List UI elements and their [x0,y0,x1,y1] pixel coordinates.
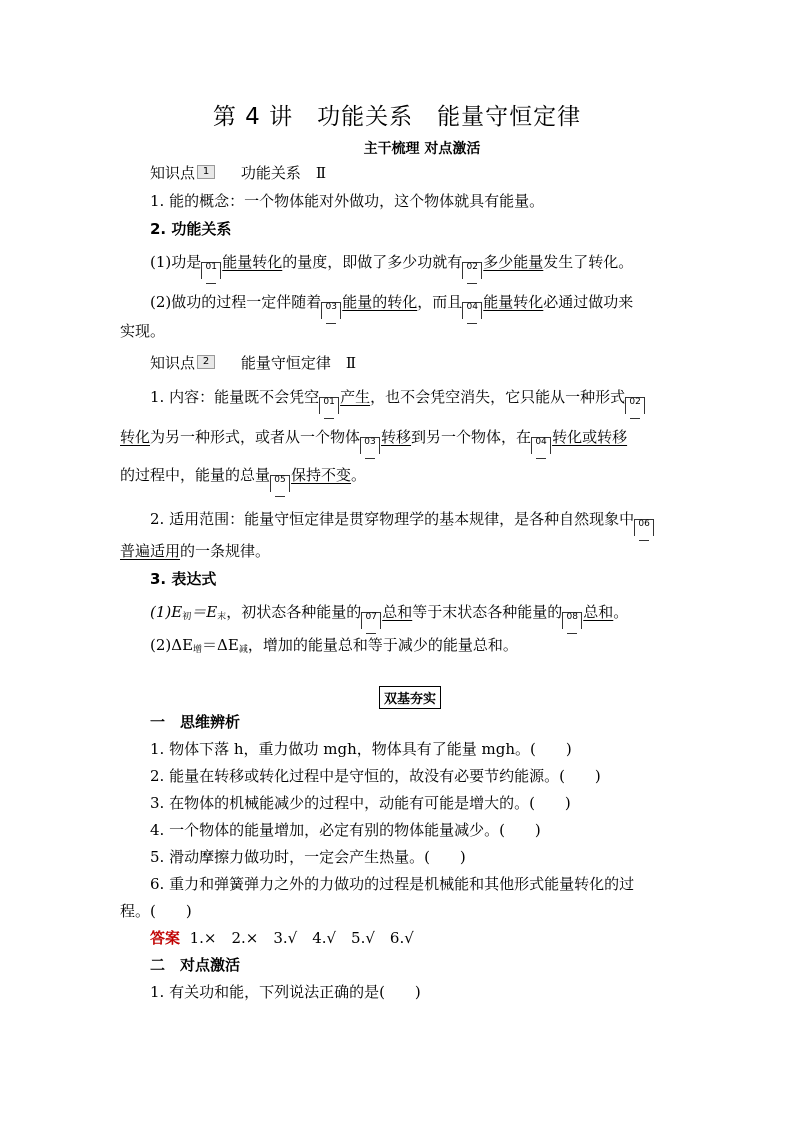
subscript: 末 [217,612,227,622]
kp-label: 知识点 [150,164,196,182]
question-4: 4. 一个物体的能量增加，必定有别的物体能量减少。( ) [150,821,541,839]
text: 为另一种形式，或者从一个物体 [150,428,361,446]
blank-marker: 04 [462,302,482,319]
blank-marker: 01 [201,262,221,279]
question-7: 1. 有关功和能，下列说法正确的是( ) [150,983,421,1001]
answer-text: 多少能量 [483,253,544,271]
blank-marker: 04 [531,437,551,454]
answer-text: 产生 [340,388,371,406]
text: 必通过做功来 [543,293,634,311]
expression-heading: 3. 表达式 [150,570,217,588]
energy-concept-line: 1. 能的概念：一个物体能对外做功，这个物体就具有能量。 [150,192,545,210]
blank-marker: 08 [562,612,582,629]
answer-text: 总和 [583,603,614,621]
analysis-heading: 一 思维辨析 [150,713,241,731]
text: ，初状态各种能量的 [226,603,362,621]
kp-number-badge: 1 [197,165,215,179]
question-1: 1. 物体下落 h，重力做功 mgh，物体具有了能量 mgh。( ) [150,740,572,758]
answer-text: 能量转化 [483,293,544,311]
kp-name: 能量守恒定律 Ⅱ [240,354,357,372]
answer-text: 能量转化 [222,253,283,271]
kp-label: 知识点 [150,354,196,372]
content-line-2 [120,426,680,454]
text: ，也不会凭空消失，它只能从一种形式 [370,388,626,406]
work-measure-line [150,251,710,279]
answer-values: 1.× 2.× 3.√ 4.√ 5.√ 6.√ [189,929,414,947]
work-process-line-cont: 实现。 [120,322,166,340]
text: 发生了转化。 [543,253,634,271]
kp-number-badge: 2 [197,355,215,369]
blank-marker: 01 [319,397,339,414]
answer-text: 转移 [381,428,412,446]
question-2: 2. 能量在转移或转化过程中是守恒的，故没有必要节约能源。( ) [150,767,601,785]
text: 。 [613,603,629,621]
answer-text: 转化 [120,428,151,446]
formula: (2)ΔE [150,636,194,654]
scope-line [150,508,710,536]
text: (2)做功的过程一定伴随着 [150,293,322,311]
text: 2. 适用范围：能量守恒定律是贯穿物理学的基本规律，是各种自然现象中 [150,510,635,528]
formula: (1)E [150,603,183,621]
content-line-3 [120,464,680,492]
answer-text: 保持不变 [291,466,352,484]
text: ，而且 [417,293,463,311]
text: 等于末状态各种能量的 [412,603,563,621]
blank-marker: 05 [270,475,290,492]
answer-text: 普遍适用 [120,542,181,560]
question-5: 5. 滑动摩擦力做功时，一定会产生热量。( ) [150,848,466,866]
question-6: 6. 重力和弹簧弹力之外的力做功的过程是机械能和其他形式能量转化的过 [150,875,635,893]
text: 的一条规律。 [180,542,271,560]
blank-marker: 03 [321,302,341,319]
activation-heading: 二 对点激活 [150,956,241,974]
expression-2 [150,634,710,661]
answer-text: 转化或转移 [552,428,628,446]
blank-marker: 02 [625,397,645,414]
section-subtitle: 主干梳理 对点激活 [363,141,481,157]
answer-text: 总和 [382,603,413,621]
subscript: 初 [182,612,192,622]
expression-1 [150,601,710,629]
text: 。 [351,466,367,484]
blank-marker: 07 [361,612,381,629]
work-process-line [150,291,710,319]
knowledge-point-2 [150,352,710,374]
text: 1. 内容：能量既不会凭空 [150,388,320,406]
kp-name: 功能关系 Ⅱ [240,164,327,182]
section-box-label: 双基夯实 [379,686,441,709]
formula: ＝ΔE [202,636,239,654]
text: ，增加的能量总和等于减少的能量总和。 [247,636,518,654]
question-3: 3. 在物体的机械能减少的过程中，动能有可能是增大的。( ) [150,794,571,812]
answer-key-label: 答案 [150,929,181,947]
text: 到另一个物体，在 [411,428,532,446]
content-line-1 [150,386,710,414]
text: 的量度，即做了多少功就有 [282,253,463,271]
function-relation-heading: 2. 功能关系 [150,220,232,238]
subscript: 减 [238,645,248,655]
blank-marker: 03 [360,437,380,454]
formula: ＝E [191,603,218,621]
answer-line [150,927,710,949]
answer-text: 能量的转化 [342,293,418,311]
subscript: 增 [193,645,203,655]
question-6-cont: 程。( ) [120,902,192,920]
blank-marker: 02 [462,262,482,279]
knowledge-point-1 [150,162,710,184]
page-title: 第 4 讲 功能关系 能量守恒定律 [212,104,582,130]
text: (1)功是 [150,253,202,271]
blank-marker: 06 [634,519,654,536]
text: 的过程中，能量的总量 [120,466,271,484]
scope-line-cont [120,540,680,562]
